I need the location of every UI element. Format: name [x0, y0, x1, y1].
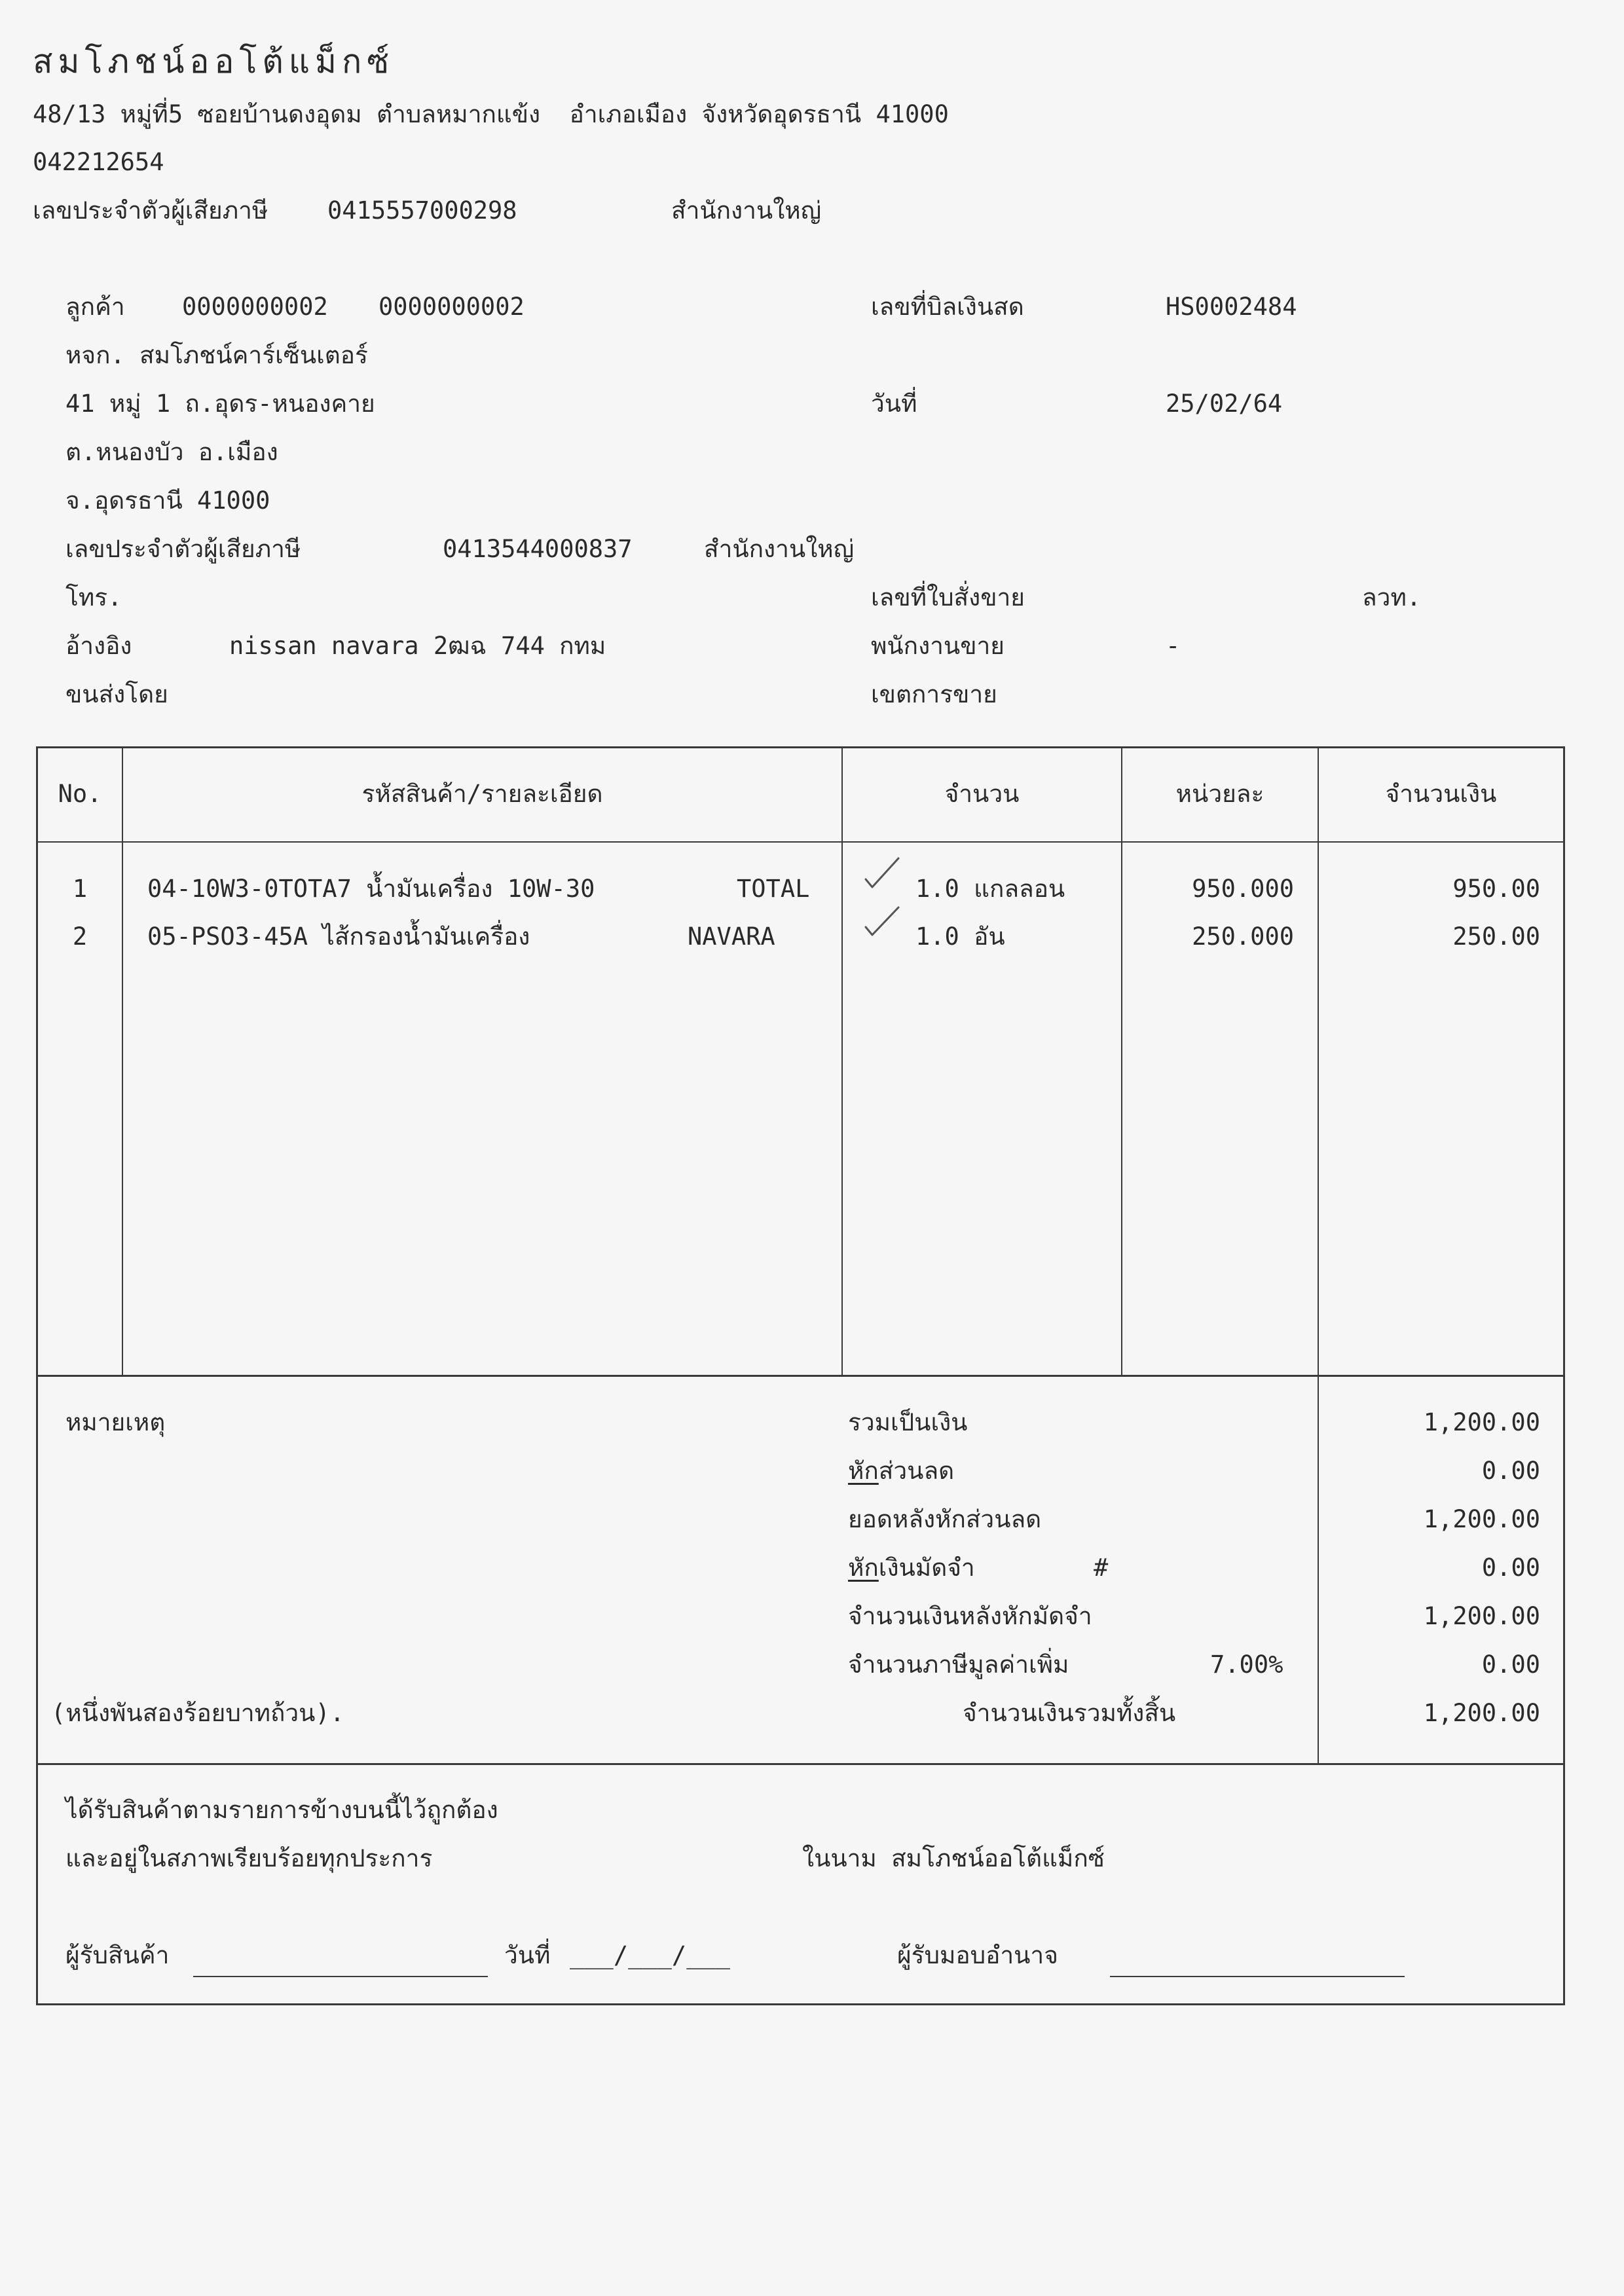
subtotal-label: รวมเป็นเงิน — [848, 1408, 968, 1436]
after-discount-value: 1,200.00 — [1423, 1505, 1540, 1533]
receiver-signature-line — [193, 1976, 488, 1977]
company-name: สมโภชน์ออโต้แม็กซ์ — [33, 43, 395, 81]
receipt-statement-1: ได้รับสินค้าตามรายการข้างบนนี้ไว้ถูกต้อง — [65, 1796, 498, 1824]
col-divider-2 — [841, 746, 843, 1376]
row-1-no: 1 — [72, 875, 88, 903]
vat-label: จำนวนภาษีมูลค่าเพิ่ม — [848, 1650, 1069, 1679]
customer-taxid-label: เลขประจำตัวผู้เสียภาษี — [65, 535, 301, 563]
header-quantity: จำนวน — [944, 780, 1020, 808]
row-2-quantity: 1.0 อัน — [915, 922, 1005, 951]
bill-number: HS0002484 — [1166, 293, 1297, 321]
customer-ship-label: ขนส่งโดย — [65, 680, 168, 708]
grand-total-label: จำนวนเงินรวมทั้งสิ้น — [963, 1699, 1176, 1727]
vat-value: 0.00 — [1481, 1650, 1540, 1679]
after-discount-label: ยอดหลังหักส่วนลด — [848, 1505, 1042, 1533]
deposit-label — [848, 1553, 975, 1583]
sales-area-label: เขตการขาย — [871, 680, 997, 708]
amount-in-words: (หนึ่งพันสองร้อยบาทถ้วน). — [51, 1699, 345, 1727]
customer-address-1: 41 หมู่ 1 ถ.อุดร-หนองคาย — [65, 390, 375, 418]
deposit-label-text: เงินมัดจำ — [878, 1554, 975, 1582]
customer-address-3: จ.อุดรธานี 41000 — [65, 486, 270, 515]
header-unit-price: หน่วยละ — [1175, 780, 1264, 808]
row-1-checkmark — [863, 854, 902, 894]
receive-date-blank: ___/___/___ — [570, 1941, 731, 1969]
row-2-unit-price: 250.000 — [1192, 922, 1294, 951]
totals-bottom-border — [36, 1763, 1565, 1765]
company-taxid: 0415557000298 — [327, 196, 517, 225]
bill-date-label: วันที่ — [871, 390, 917, 418]
receive-date-label: วันที่ — [504, 1941, 551, 1969]
row-1-unit-price: 950.000 — [1192, 875, 1294, 903]
row-1-quantity: 1.0 แกลลอน — [915, 875, 1065, 903]
customer-code-1: 0000000002 — [182, 293, 328, 321]
authorized-label: ผู้รับมอบอำนาจ — [897, 1941, 1058, 1969]
authorized-signature-line — [1110, 1976, 1405, 1977]
customer-phone-label: โทร. — [65, 583, 122, 611]
after-deposit-label: จำนวนเงินหลังหักมัดจำ — [848, 1602, 1092, 1630]
salesperson-label: พนักงานขาย — [871, 632, 1005, 660]
header-amount: จำนวนเงิน — [1385, 780, 1497, 808]
salesperson: - — [1166, 632, 1181, 660]
customer-label: ลูกค้า — [65, 293, 125, 321]
deposit-prefix: หัก — [848, 1554, 879, 1582]
sales-order-label: เลขที่ใบสั่งขาย — [871, 583, 1025, 611]
row-1-note: TOTAL — [737, 875, 810, 903]
receipt-statement-2: และอยู่ในสภาพเรียบร้อยทุกประการ — [65, 1844, 433, 1872]
bill-number-label: เลขที่บิลเงินสด — [871, 293, 1024, 321]
company-phone: 042212654 — [33, 148, 164, 176]
discount-label-text: ส่วนลด — [878, 1457, 955, 1485]
row-2-no: 2 — [72, 922, 88, 951]
on-behalf-of: ในนาม สมโภชน์ออโต้แม็กซ์ — [802, 1844, 1105, 1872]
discount-value: 0.00 — [1481, 1457, 1540, 1485]
row-2-description: 05-PSO3-45A ไส้กรองน้ำมันเครื่อง — [147, 922, 530, 951]
deposit-value: 0.00 — [1481, 1554, 1540, 1582]
subtotal-value: 1,200.00 — [1423, 1408, 1540, 1436]
row-2-amount: 250.00 — [1452, 922, 1540, 951]
deposit-hash: # — [1094, 1554, 1109, 1582]
table-body-bottom-border — [36, 1375, 1565, 1377]
header-description: รหัสสินค้า/รายละเอียด — [361, 780, 603, 808]
discount-prefix: หัก — [848, 1457, 879, 1485]
company-taxid-label: เลขประจำตัวผู้เสียภาษี — [33, 196, 268, 225]
vat-rate: 7.00% — [1210, 1650, 1283, 1679]
customer-name: หจก. สมโภชน์คาร์เซ็นเตอร์ — [65, 341, 368, 369]
table-header-divider — [36, 841, 1565, 843]
company-branch: สำนักงานใหญ่ — [671, 196, 822, 225]
customer-branch: สำนักงานใหญ่ — [704, 535, 855, 563]
row-2-checkmark — [863, 903, 902, 943]
after-deposit-value: 1,200.00 — [1423, 1602, 1540, 1630]
footer-bottom-border — [36, 2003, 1565, 2005]
receiver-label: ผู้รับสินค้า — [65, 1941, 170, 1969]
customer-ref-label: อ้างอิง — [65, 632, 132, 660]
header-no: No. — [58, 780, 102, 808]
col-divider-1 — [122, 746, 123, 1376]
frame-right-border — [1563, 746, 1565, 2005]
discount-label — [848, 1456, 954, 1486]
grand-total-value: 1,200.00 — [1423, 1699, 1540, 1727]
col-divider-3 — [1121, 746, 1122, 1376]
company-address: 48/13 หมู่ที่5 ซอยบ้านดงอุดม ตำบลหมากแข้ง อำเภอเมือง จังหวัดอุดรธานี 41000 — [33, 100, 949, 128]
customer-code-2: 0000000002 — [378, 293, 525, 321]
customer-ref: nissan navara 2ฒฉ 744 กทม — [229, 632, 606, 660]
row-2-note: NAVARA — [688, 922, 775, 951]
table-top-border — [36, 746, 1565, 748]
customer-address-2: ต.หนองบัว อ.เมือง — [65, 438, 278, 466]
customer-taxid: 0413544000837 — [443, 535, 633, 563]
sales-order-suffix: ลวท. — [1362, 583, 1422, 611]
remark-label: หมายเหตุ — [65, 1408, 166, 1436]
bill-date: 25/02/64 — [1166, 390, 1283, 418]
row-1-description: 04-10W3-0TOTA7 น้ำมันเครื่อง 10W-30 — [147, 875, 595, 903]
row-1-amount: 950.00 — [1452, 875, 1540, 903]
